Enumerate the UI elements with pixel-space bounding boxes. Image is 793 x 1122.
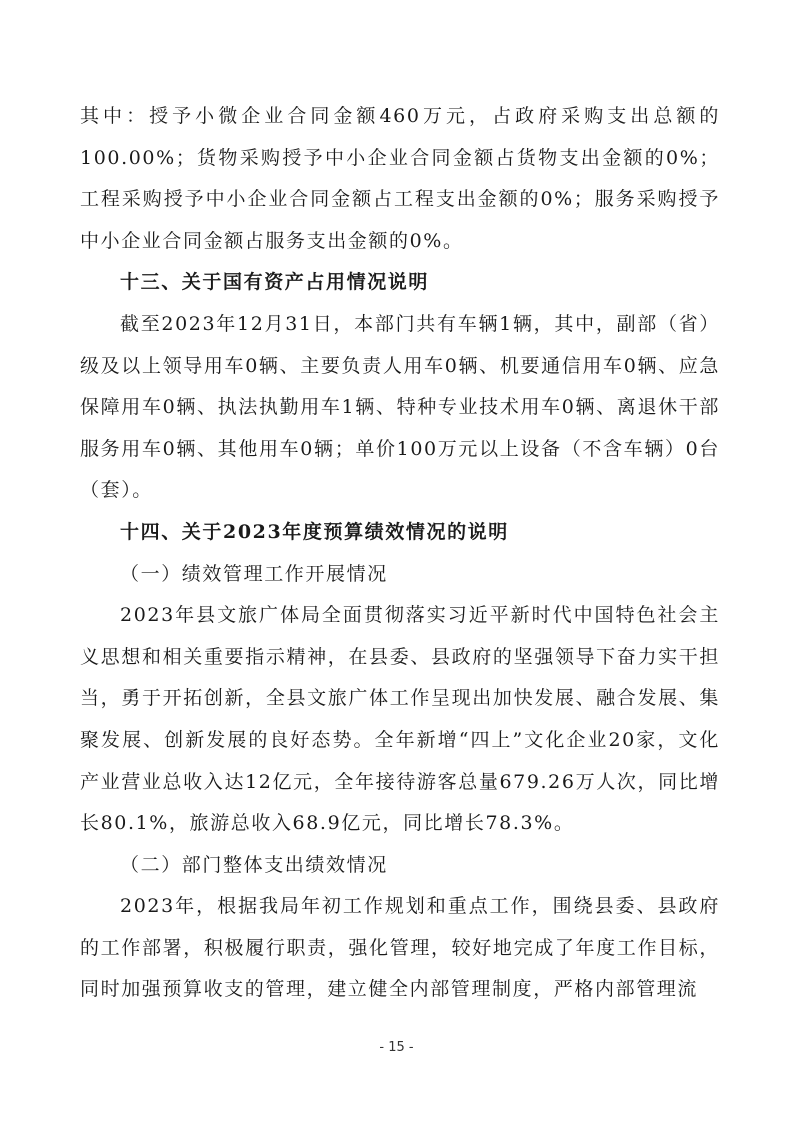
section-heading-14: 十四、关于2023年度预算绩效情况的说明 (120, 520, 509, 543)
page-number: - 15 - (379, 1040, 414, 1055)
paragraph-state-assets: 截至2023年12月31日，本部门共有车辆1辆，其中，副部（省）级及以上领导用车0辆、主要负责人用车0辆、机要通信用车0辆、应急保障用车0辆、执法执勤用车1辆、特种专业技术用车0辆、离退休干部服务用车0辆、其他用车0辆；单价100万元以上设备（不含车辆）0台（套）。 (80, 312, 720, 502)
section-heading-13: 十三、关于国有资产占用情况说明 (120, 271, 430, 294)
subsection-heading-1: （一）绩效管理工作开展情况 (120, 562, 388, 585)
paragraph-department-expenditure: 2023年，根据我局年初工作规划和重点工作，围绕县委、县政府的工作部署，积极履行职责，强化管理，较好地完成了年度工作目标，同时加强预算收支的管理，建立健全内部管理制度，严格内部管理流 (80, 895, 720, 1001)
document-body (80, 96, 720, 1011)
paragraph-performance-overview: 2023年县文旅广体局全面贯彻落实习近平新时代中国特色社会主义思想和相关重要指示精神，在县委、县政府的坚强领导下奋力实干担当，勇于开拓创新，全县文旅广体工作呈现出加快发展、融合发展、集聚发展、创新发展的良好态势。全年新增“四上”文化企业20家，文化产业营业总收入达12亿元，全年接待游客总量679.26万人次，同比增长80.1%，旅游总收入68.9亿元，同比增长78.3%。 (80, 604, 720, 835)
subsection-heading-2: （二）部门整体支出绩效情况 (120, 853, 388, 876)
paragraph-procurement-sme: 其中：授予小微企业合同金额460万元，占政府采购支出总额的100.00%；货物采购授予中小企业合同金额占货物支出金额的0%；工程采购授予中小企业合同金额占工程支出金额的0%；服务采购授予中小企业合同金额占服务支出金额的0%。 (80, 105, 720, 252)
